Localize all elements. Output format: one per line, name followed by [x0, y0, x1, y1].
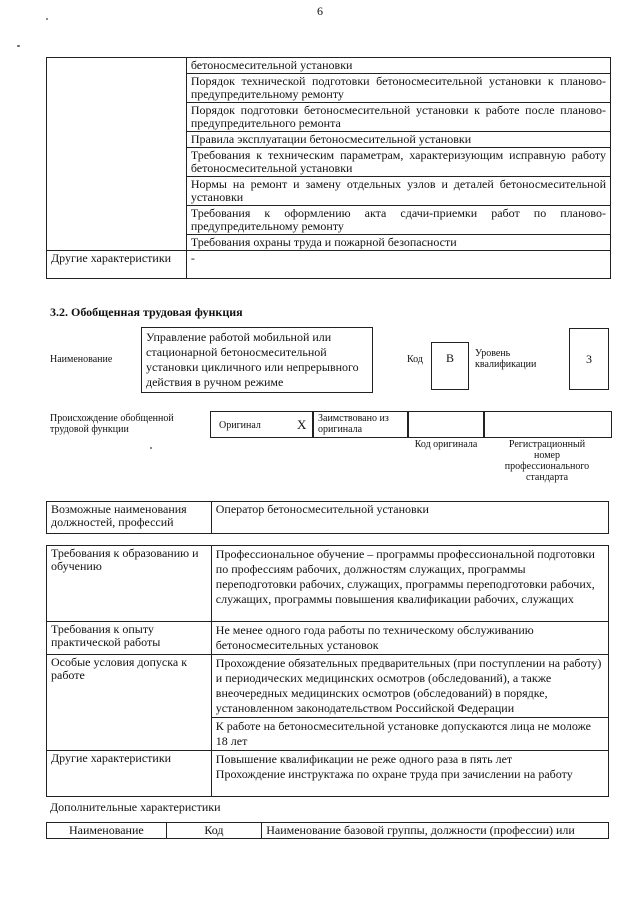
original-label: Оригинал	[219, 420, 261, 431]
top-table-row: Порядок технической подготовки бетоносмесительной установки к планово-предупредительному ремонту	[186, 74, 610, 103]
scan-speck	[17, 45, 20, 47]
original-mark: X	[297, 417, 307, 432]
code-original-cell	[407, 411, 485, 438]
experience-label: Требования к опыту практической работы	[47, 622, 212, 655]
scan-speck	[46, 18, 48, 20]
top-table-row: Требования к техническим параметрам, характеризующим исправную работу бетоносмесительной установки	[186, 148, 610, 177]
code-value: В	[431, 342, 469, 390]
name-value: Управление работой мобильной или стационарной бетоносмесительной установки цикличного или непрерывного действия в ручном режиме	[141, 327, 373, 393]
top-table	[46, 57, 611, 279]
reg-number-caption: Регистрационный номер профессионального стандарта	[504, 439, 590, 483]
col-base-group-header: Наименование базовой группы, должности (профессии) или	[262, 823, 609, 839]
name-label: Наименование	[50, 354, 113, 365]
borrowed-cell	[312, 411, 409, 438]
top-table-row: Порядок подготовки бетоносмесительной установки к работе после планово-предупредительного ремонта	[186, 103, 610, 132]
conditions-value-1: Прохождение обязательных предварительных (при поступлении на работу) и периодических медицинских осмотров (обследований), а также внеочередных медицинских осмотров (обследований) в порядке, установленном законодательством Российской Федерации	[211, 655, 608, 718]
top-table-row: Требования к оформлению акта сдачи-приемки работ по планово-предупредительному ремонту	[186, 206, 610, 235]
other-value-2: Прохождение инструктажа по охране труда при зачислении на работу	[215, 767, 573, 781]
top-table-row: Нормы на ремонт и замену отдельных узлов и деталей бетоносмесительной установки	[186, 177, 610, 206]
origin-label: Происхождение обобщенной трудовой функции	[50, 413, 174, 435]
section-title: 3.2. Обобщенная трудовая функция	[50, 305, 243, 319]
conditions-value-2: К работе на бетоносмесительной установке допускаются лица не моложе 18 лет	[211, 718, 608, 751]
top-table-other-value: -	[186, 251, 610, 279]
col-name-header: Наименование	[47, 823, 167, 839]
original-cell	[210, 411, 314, 438]
positions-value: Оператор бетоносмесительной установки	[211, 502, 608, 534]
other-value-1: Повышение квалификации не реже одного раза в пять лет	[215, 752, 513, 766]
education-label: Требования к образованию и обучению	[47, 546, 212, 622]
additional-table	[46, 822, 609, 839]
additional-title: Дополнительные характеристики	[50, 800, 221, 814]
page-number: 6	[317, 4, 323, 18]
code-label: Код	[407, 354, 423, 365]
top-table-left-cell	[47, 58, 187, 251]
top-table-other-label: Другие характеристики	[47, 251, 187, 279]
positions-table	[46, 501, 609, 534]
requirements-table	[46, 545, 609, 797]
conditions-label: Особые условия допуска к работе	[47, 655, 212, 751]
col-code-header: Код	[166, 823, 261, 839]
level-value: 3	[569, 328, 609, 390]
experience-value: Не менее одного года работы по техническому обслуживанию бетоносмесительных установок	[211, 622, 608, 655]
other-value	[211, 751, 608, 797]
reg-number-cell	[483, 411, 612, 438]
code-original-caption: Код оригинала	[414, 439, 478, 450]
scan-speck	[150, 447, 152, 449]
top-table-row: Правила эксплуатации бетоносмесительной установки	[186, 132, 610, 148]
top-table-row: бетоносмесительной установки	[186, 58, 610, 74]
other-label: Другие характеристики	[47, 751, 212, 797]
level-label: Уровень квалификации	[475, 348, 537, 370]
education-value: Профессиональное обучение – программы профессиональной подготовки по профессиям рабочих, должностям служащих, программы переподготовки рабочих, служащих, программы переподготовки рабочих, служащих, программы повышения квалификации рабочих, служащих	[211, 546, 608, 622]
top-table-row: Требования охраны труда и пожарной безопасности	[186, 235, 610, 251]
positions-label: Возможные наименования должностей, профессий	[47, 502, 212, 534]
borrowed-label: Заимствовано из оригинала	[318, 413, 389, 435]
